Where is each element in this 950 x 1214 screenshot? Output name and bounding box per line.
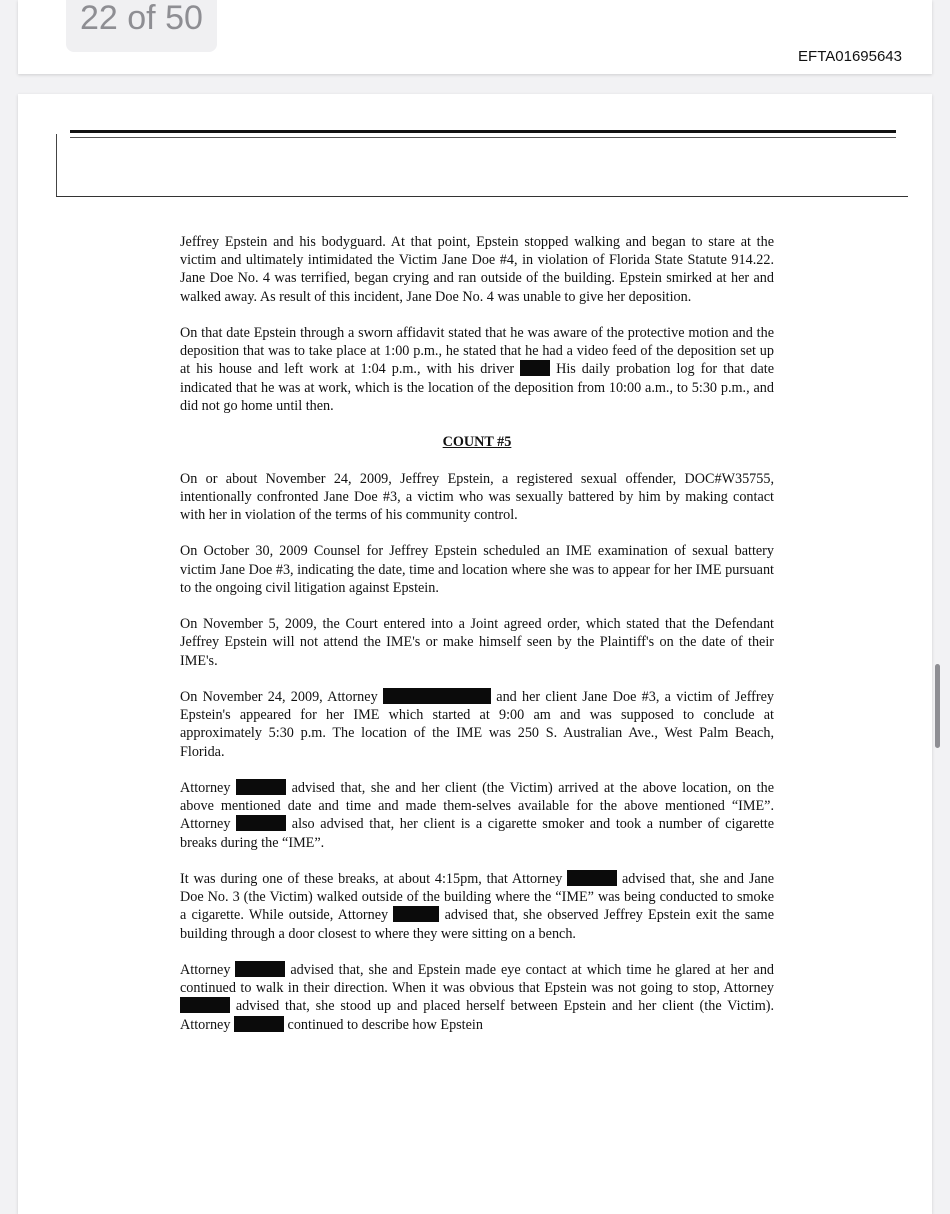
paragraph-6-text-a: On November 24, 2009, Attorney [180,688,378,705]
header-divider [56,196,908,197]
header-rule-thin [70,137,896,138]
paragraph-7-text-b: advised that, she and her client (the Victim) arrived at the above location, on the above mentioned date and time and made them-selves available for the above mentioned “IME”. Attorney [180,779,775,833]
header-rule [70,130,896,133]
redaction-box [180,997,230,1013]
left-border-line [56,134,57,196]
paragraph-6-text-b: and her client Jane Doe #3, a victim of Jeffrey Epstein's appeared for her IME which started at 9:00 am and was supposed to conclude at approximately 5:30 p.m. The location of the IME was 250 S. Australian Ave., West Palm Beach, Florida. [180,688,775,760]
paragraph-8-text-b: advised that, she and Jane Doe No. 3 (the Victim) walked outside of the building where the “IME” was being conducted to smoke a cigarette. While outside, Attorney [180,870,775,924]
paragraph-7-text-a: Attorney [180,779,231,796]
count-heading: COUNT #5 [442,434,512,451]
document-body [180,233,774,1052]
paragraph-5: On November 5, 2009, the Court entered into a Joint agreed order, which stated that the Defendant Jeffrey Epstein will not attend the IME's or make himself seen by the Plaintiff's on the date of their IME's. [180,616,774,669]
paragraph-8-text-c: advised that, she observed Jeffrey Epstein exit the same building through a door closest to where they were sitting on a bench. [180,907,775,942]
paragraph-9-text-b: advised that, she and Epstein made eye contact at which time he glared at her and continued to walk in their direction. When it was obvious that Epstein was not going to stop, Attorney [180,961,775,997]
paragraph-6 [180,688,774,761]
redaction-box [236,815,286,831]
paragraph-8 [180,870,774,943]
paragraph-2-text-b: His daily probation log for that date indicated that he was at work, which is the location of the deposition from 10:00 a.m., to 5:30 p.m., and did not go home until then. [180,361,775,414]
paragraph-9-text-d: continued to describe how Epstein [287,1016,483,1033]
top-page-card [18,0,932,74]
redaction-box [234,1016,284,1032]
paragraph-3: On or about November 24, 2009, Jeffrey Epstein, a registered sexual offender, DOC#W35755, intentionally confronted Jane Doe #3, a victim who was sexually battered by him by making contact with her in violation of the terms of his community control. [180,470,774,523]
paragraph-1: Jeffrey Epstein and his bodyguard. At that point, Epstein stopped walking and began to stare at the victim and ultimately intimidated the Victim Jane Doe #4, in violation of Florida State Statute 914.22. Jane Doe No. 4 was terrified, began crying and ran outside of the building. Epstein smirked at her and walked away. As result of this incident, Jane Doe No. 4 was unable to give her deposition. [180,234,774,305]
paragraph-8-text-a: It was during one of these breaks, at about 4:15pm, that Attorney [180,870,563,887]
redaction-box [393,906,439,922]
document-id: EFTA01695643 [798,48,902,65]
paragraph-2 [180,324,774,415]
redaction-box [236,779,286,795]
paragraph-9 [180,961,774,1034]
redaction-box [520,360,550,376]
redaction-box [383,688,491,704]
paragraph-2-text-a: On that date Epstein through a sworn affidavit stated that he was aware of the protective motion and the deposition that was to take place at 1:00 p.m., he stated that he had a video feed of the deposition set up at his house and left work at 1:04 p.m., with his driver [180,325,774,378]
redaction-box [235,961,285,977]
paragraph-4: On October 30, 2009 Counsel for Jeffrey Epstein scheduled an IME examination of sexual battery victim Jane Doe #3, indicating the date, time and location where she was to appear for her IME pursuant to the ongoing civil litigation against Epstein. [180,543,774,596]
document-page [18,94,932,1214]
paragraph-9-text-c: advised that, she stood up and placed herself between Epstein and her client (the Victim). Attorney [180,998,775,1033]
paragraph-7 [180,779,774,852]
paragraph-9-text-a: Attorney [180,961,231,978]
scrollbar-thumb[interactable] [935,664,940,748]
paragraph-7-text-c: also advised that, her client is a cigarette smoker and took a number of cigarette breaks during the “IME”. [180,816,775,851]
redaction-box [567,870,617,886]
page-indicator: 22 of 50 [66,0,217,52]
